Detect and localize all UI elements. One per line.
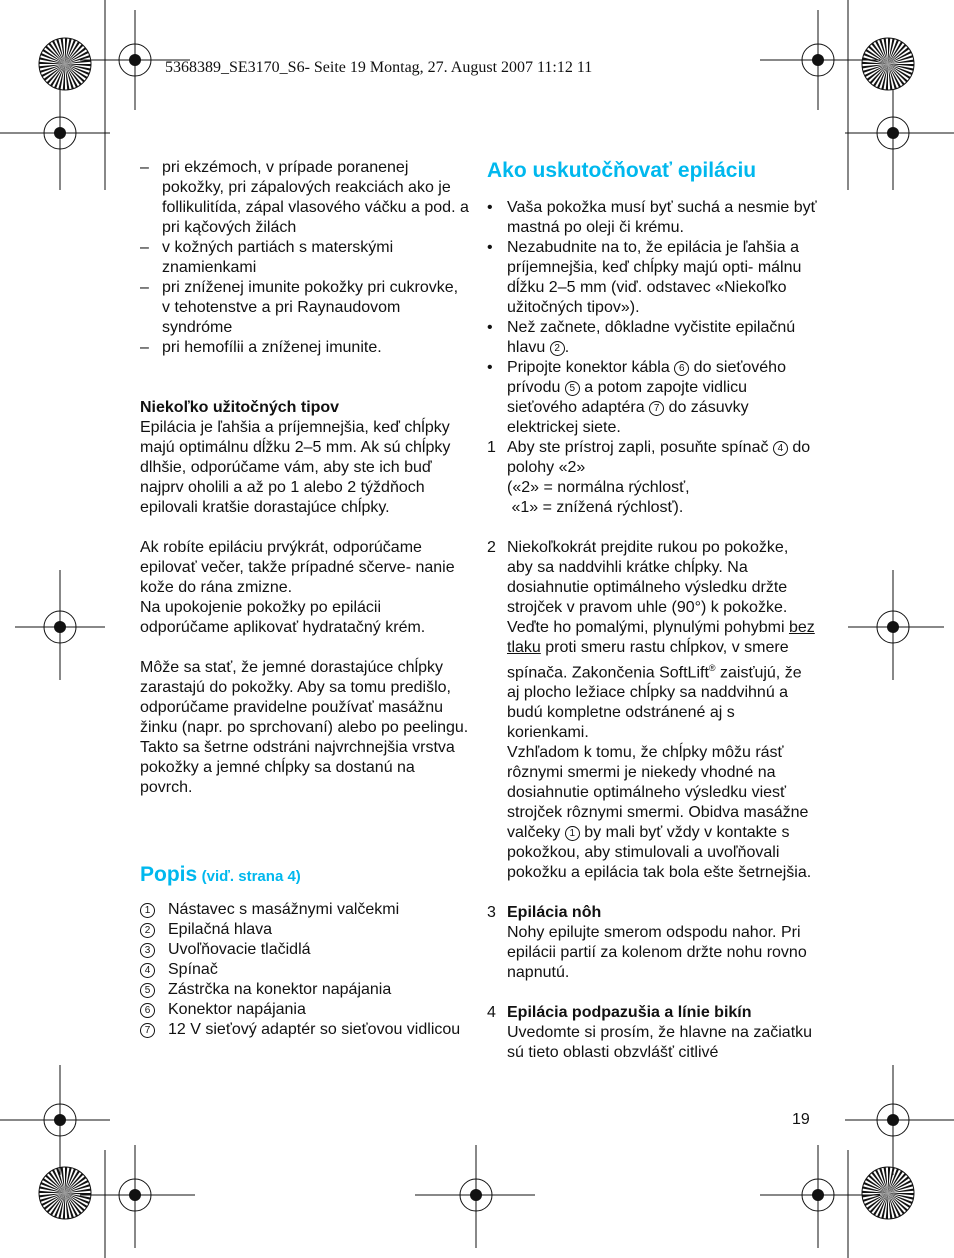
step-item: 1 Aby ste prístroj zapli, posuňte spínač 4 do polohy «2» («2» = normálna rýchlosť, «1» = znížená rýchlosť). bbox=[487, 439, 811, 516]
tips-paragraph: Na upokojenie pokožky po epilácii odporúčame aplikovať hydratačný krém. bbox=[140, 599, 426, 636]
list-item: • Nezabudnite na to, že epilácia je ľahšia a príjemnejšia, keď chĺpky majú opti- málnu dĺžku 2–5 mm (viď. odstavec «Niekoľko užitočných tipov»). bbox=[487, 239, 802, 316]
part-item: 4 Spínač bbox=[140, 960, 470, 980]
part-item: 1 Nástavec s masážnymi valčekmi bbox=[140, 900, 470, 920]
list-item: – pri zníženej imunite pokožky pri cukrovke, v tehotenstve a pri Raynaudovom syndróme bbox=[140, 279, 459, 336]
part-item: 6 Konektor napájania bbox=[140, 1000, 470, 1020]
print-slug-header: 5368389_SE3170_S6- Seite 19 Montag, 27. August 2007 11:12 11 bbox=[165, 59, 593, 76]
step-item: 4 Epilácia podpazušia a línie bikín Uvedomte si prosím, že hlavne na začiatku sú tieto oblasti obzvlášť citlivé bbox=[487, 1004, 813, 1062]
right-column bbox=[487, 158, 817, 1063]
tips-paragraph: Epilácia je ľahšia a príjemnejšia, keď chĺpky majú optimálnu dĺžku 2–5 mm. Ak sú chĺpky dlhšie, odporúčame vám, aby ste ich buď najprv oholili a až po 1 alebo 2 týždňoch epilovali kratšie dorastajúce chĺpky. bbox=[140, 419, 451, 516]
registration-target-icon bbox=[39, 1167, 91, 1219]
list-item: – pri ekzémoch, v prípade poranenej pokožky, pri zápalových reakciách ako je follikulitída, zápal vlasového váčku a pod. a pri kąčových žilách bbox=[140, 159, 469, 236]
part-item: 5 Zástrčka na konektor napájania bbox=[140, 980, 470, 1000]
registration-target-icon bbox=[862, 1167, 914, 1219]
left-column bbox=[140, 158, 470, 1040]
list-item: – pri hemofílii a zníženej imunite. bbox=[140, 339, 382, 356]
tips-paragraph: Môže sa stať, že jemné dorastajúce chĺpky zarastajú do pokožky. Aby sa tomu predišlo, odporúčame pravidelne používať masážnu žinku (napr. po sprchovaní) alebo po peelingu. Takto sa šetrne odstráni najvrchnejšia vrstva pokožky a jemné chĺpky sa dostanú na povrch. bbox=[140, 659, 469, 796]
step-item: 3 Epilácia nôh Nohy epilujte smerom odspodu nahor. Pri epilácii partií za kolenom držte nohu rovno napnutú. bbox=[487, 904, 807, 982]
section-title: Ako uskutočňovať epiláciu bbox=[487, 159, 757, 182]
popis-heading bbox=[140, 862, 470, 888]
registration-target-icon bbox=[39, 38, 91, 90]
part-item: 7 12 V sieťový adaptér so sieťovou vidlicou bbox=[140, 1020, 470, 1040]
part-item: 2 Epilačná hlava bbox=[140, 920, 470, 940]
list-item: – v kožných partiách s materskými znamienkami bbox=[140, 239, 394, 276]
tips-heading: Niekoľko užitočných tipov bbox=[140, 399, 340, 416]
popis-title: Popis bbox=[140, 863, 198, 886]
popis-reference: (viď. strana 4) bbox=[201, 868, 301, 885]
page-number: 19 bbox=[792, 1111, 810, 1128]
tips-paragraph: Ak robíte epiláciu prvýkrát, odporúčame epilovať večer, takže prípadné sčerve- nanie kože do rána zmizne. bbox=[140, 539, 455, 596]
step-item: 2 Niekoľkokrát prejdite rukou po pokožke, aby sa naddvihli krátke chĺpky. Na dosiahnutie optimálneho výsledku držte strojček v pravom uhle (90°) k pokožke. Veďte ho pomalými, plynulými pohybmi bez tlaku proti smeru rastu chĺpkov, v smere spínača. Zakončenia SoftLift® zaisťujú, že aj plocho ležiace chĺpky sa naddvihnú a budú kompletne odstránené aj s korienkami. Vzhľadom k tomu, že chĺpky môžu rásť rôznymi smermi je niekedy vhodné na dosiahnutie optimálneho výsledku viesť strojček rôznymi smermi. Obidva masážne valčeky 1 by mali byť vždy v kontakte s pokožkou, aby stimulovali a uvoľňovali pokožku a epilácia tak bola ešte šetrnejšia. bbox=[487, 539, 815, 882]
list-item: • Pripojte konektor kábla 6 do sieťového prívodu 5 a potom zapojte vidlicu sieťového adaptéra 7 do zásuvky elektrickej siete. bbox=[487, 359, 786, 436]
list-item: • Vaša pokožka musí byť suchá a nesmie byť mastná po oleji či krému. bbox=[487, 199, 817, 236]
part-item: 3 Uvoľňovacie tlačidlá bbox=[140, 940, 470, 960]
registration-target-icon bbox=[862, 38, 914, 90]
list-item: • Než začnete, dôkladne vyčistite epilačnú hlavu 2 . bbox=[487, 319, 796, 356]
